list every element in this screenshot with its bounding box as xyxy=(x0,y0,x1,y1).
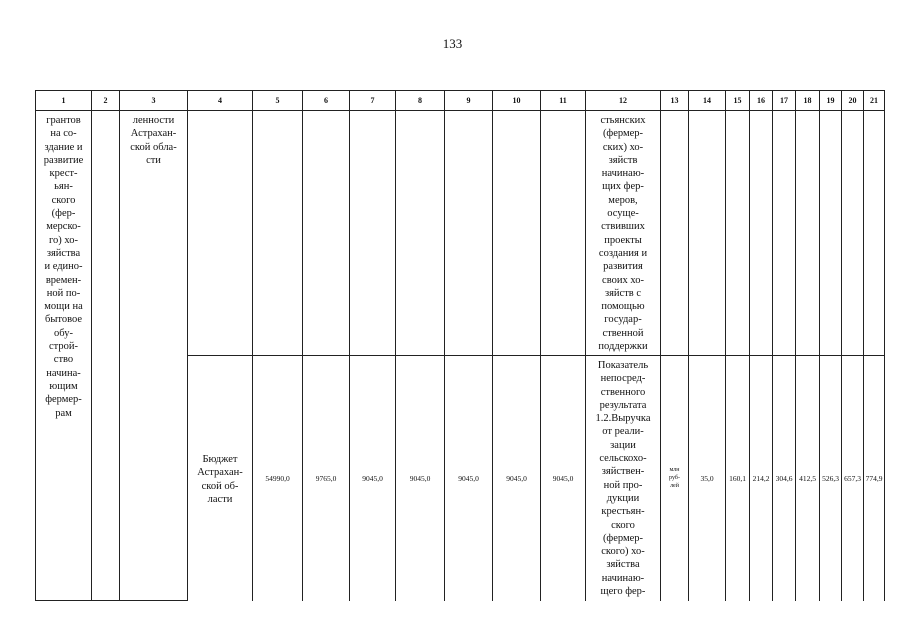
value-cell: 9045,0 xyxy=(445,356,493,601)
unit-cell: млн руб- лей xyxy=(661,356,689,601)
column-number: 20 xyxy=(842,91,864,111)
column-number: 14 xyxy=(689,91,726,111)
indicator-value-cell: 304,6 xyxy=(773,356,796,601)
page-number: 133 xyxy=(442,36,463,51)
column-number: 21 xyxy=(864,91,885,111)
empty-cell xyxy=(303,111,350,356)
funding-source-cell: Бюджет Астрахан- ской об- ласти xyxy=(188,356,253,601)
empty-cell xyxy=(541,111,586,356)
value-cell: 9045,0 xyxy=(396,356,445,601)
empty-cell xyxy=(726,111,750,356)
indicator-value-cell: 412,5 xyxy=(796,356,820,601)
column-number: 18 xyxy=(796,91,820,111)
column-number: 12 xyxy=(586,91,661,111)
column-number: 17 xyxy=(773,91,796,111)
empty-cell xyxy=(92,111,120,601)
empty-cell xyxy=(493,111,541,356)
empty-cell xyxy=(796,111,820,356)
indicator-name-cell: Показатель непосред- ственного результата 1.2.Выручка от реали- зации сельскохо- зяйствен- ной про- дукции крестьян- ского (фермер- ского) хо- зяйства начинаю- щего фер- xyxy=(586,356,661,601)
empty-cell xyxy=(773,111,796,356)
empty-cell xyxy=(689,111,726,356)
indicator-value-cell: 774,9 xyxy=(864,356,885,601)
column-number: 2 xyxy=(92,91,120,111)
indicator-value-cell: 657,3 xyxy=(842,356,864,601)
value-cell: 9765,0 xyxy=(303,356,350,601)
empty-cell xyxy=(864,111,885,356)
measure-name-cell: грантов на со- здание и развитие крест- ьян- ского (фер- мерско- го) хо- зяйства и едино- времен- ной по- мощи на бытовое обу- строй- ство начина- ющим фермер- рам xyxy=(36,111,92,601)
column-number: 3 xyxy=(120,91,188,111)
column-number: 16 xyxy=(750,91,773,111)
indicator-value-cell: 214,2 xyxy=(750,356,773,601)
column-number-row xyxy=(36,91,885,111)
column-number: 19 xyxy=(820,91,842,111)
empty-cell xyxy=(253,111,303,356)
column-number: 11 xyxy=(541,91,586,111)
value-cell: 9045,0 xyxy=(493,356,541,601)
executor-cell: ленности Астрахан- ской обла- сти xyxy=(120,111,188,601)
empty-cell xyxy=(842,111,864,356)
empty-cell xyxy=(188,111,253,356)
empty-cell xyxy=(396,111,445,356)
value-cell: 9045,0 xyxy=(350,356,396,601)
column-number: 9 xyxy=(445,91,493,111)
column-number: 5 xyxy=(253,91,303,111)
column-number: 8 xyxy=(396,91,445,111)
column-number: 15 xyxy=(726,91,750,111)
column-number: 4 xyxy=(188,91,253,111)
value-cell: 9045,0 xyxy=(541,356,586,601)
indicator-value-cell: 160,1 xyxy=(726,356,750,601)
empty-cell xyxy=(445,111,493,356)
column-number: 1 xyxy=(36,91,92,111)
indicator-name-cell: стьянских (фермер- ских) хо- зяйств начинаю- щих фер- меров, осуще- ствивших проекты создания и развития своих хо- зяйств с помощью государ- ственной поддержки xyxy=(586,111,661,356)
table-row xyxy=(36,111,885,356)
empty-cell xyxy=(661,111,689,356)
indicator-value-cell: 35,0 xyxy=(689,356,726,601)
column-number: 7 xyxy=(350,91,396,111)
value-cell: 54990,0 xyxy=(253,356,303,601)
empty-cell xyxy=(750,111,773,356)
empty-cell xyxy=(820,111,842,356)
data-table xyxy=(35,90,885,601)
column-number: 6 xyxy=(303,91,350,111)
column-number: 10 xyxy=(493,91,541,111)
column-number: 13 xyxy=(661,91,689,111)
empty-cell xyxy=(350,111,396,356)
indicator-value-cell: 526,3 xyxy=(820,356,842,601)
